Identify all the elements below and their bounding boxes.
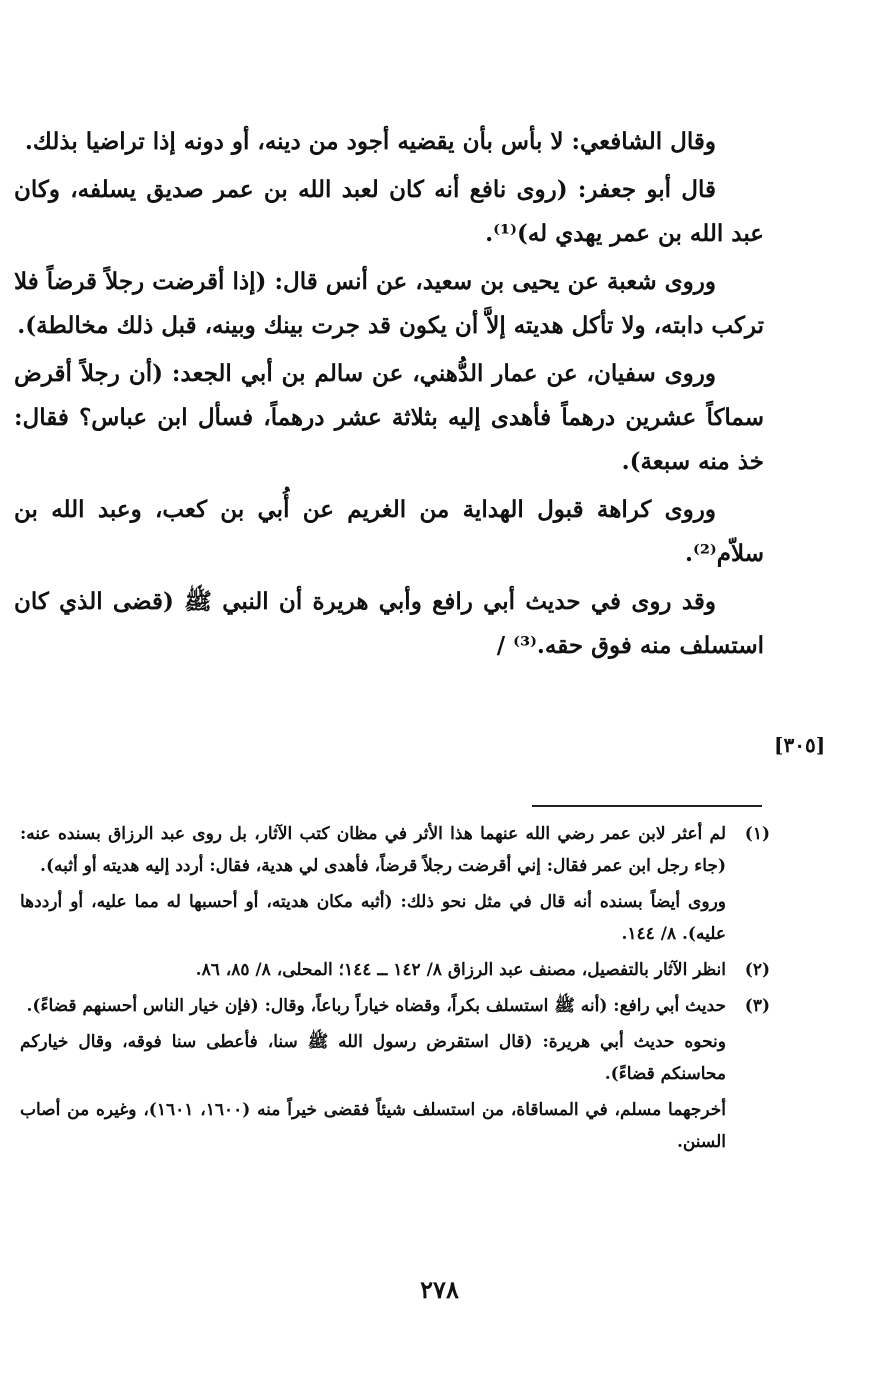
footnote-paragraph: وروى أيضاً بسنده أنه قال في مثل نحو ذلك: (أثبه مكان هديته، أو أحسبها له مما عليه، أو أرددها عليه). ٨/ ١٤٤. xyxy=(20,892,726,944)
footnote-paragraph: ونحوه حديث أبي هريرة: (قال استقرض رسول الله ﷺ سنا، فأعطى سنا فوقه، وقال خياركم محاسنكم قضاءً). xyxy=(20,1032,726,1084)
footnote-paragraph: لم أعثر لابن عمر رضي الله عنهما هذا الأثر في مظان كتب الآثار، بل روى عبد الرزاق بسنده عنه: (جاء رجل ابن عمر فقال: إني أقرضت رجلاً قرضاً، فأهدى لي هدية، فقال: أردد إليه هديته أو أثبه). xyxy=(20,824,726,876)
footnote-separator xyxy=(532,805,762,807)
paragraph: وروى كراهة قبول الهداية من الغريم عن أُبي بن كعب، وعبد الله بن سلاّم⁽²⁾. xyxy=(14,496,764,567)
footnote xyxy=(20,818,770,954)
footnote-body xyxy=(20,990,726,1162)
footnote-number: (٢) xyxy=(744,960,770,980)
footnote-number: (١) xyxy=(744,824,770,844)
footnote-paragraph: انظر الآثار بالتفصيل، مصنف عبد الرزاق ٨/ ١٤٢ ــ ١٤٤؛ المحلى، ٨/ ٨٥، ٨٦. xyxy=(195,960,726,980)
footnote xyxy=(20,990,770,1162)
paragraph: وقد روى في حديث أبي رافع وأبي هريرة أن النبي ﷺ (قضى الذي كان استسلف منه فوق حقه.⁽³⁾ / xyxy=(14,588,764,659)
paragraph: وروى سفيان، عن عمار الدُّهني، عن سالم بن أبي الجعد: (أن رجلاً أقرض سماكاً عشرين درهماً فأهدى إليه بثلاثة عشر درهماً، فسأل ابن عباس؟ فقال: خذ منه سبعة). xyxy=(14,360,764,475)
footnote-number: (٣) xyxy=(744,996,770,1016)
page-number: ٢٧٨ xyxy=(420,1275,459,1304)
footnote-body xyxy=(20,818,726,954)
footnote-body xyxy=(20,954,726,990)
footnote xyxy=(20,954,770,990)
main-text xyxy=(14,120,764,672)
paragraph: قال أبو جعفر: (روى نافع أنه كان لعبد الله بن عمر صديق يسلفه، وكان عبد الله بن عمر يهدي له)⁽¹⁾. xyxy=(14,176,764,247)
footnote-paragraph: حديث أبي رافع: (أنه ﷺ استسلف بكراً، وقضاه خياراً رباعاً، وقال: (فإن خيار الناس أحسنهم قضاءً). xyxy=(26,996,726,1016)
paragraph: وقال الشافعي: لا بأس بأن يقضيه أجود من دينه، أو دونه إذا تراضيا بذلك. xyxy=(24,128,716,155)
footnotes xyxy=(20,818,770,1162)
paragraph: وروى شعبة عن يحيى بن سعيد، عن أنس قال: (إذا أقرضت رجلاً قرضاً فلا تركب دابته، ولا تأكل هديته إلاَّ أن يكون قد جرت بينك وبينه، قبل ذلك مخالطة). xyxy=(14,268,764,339)
margin-page-reference: [٣٠٥] xyxy=(774,733,826,757)
footnote-paragraph: أخرجهما مسلم، في المساقاة، من استسلف شيئاً فقضى خيراً منه (١٦٠٠، ١٦٠١)، وغيره من أصاب السنن. xyxy=(20,1100,726,1152)
